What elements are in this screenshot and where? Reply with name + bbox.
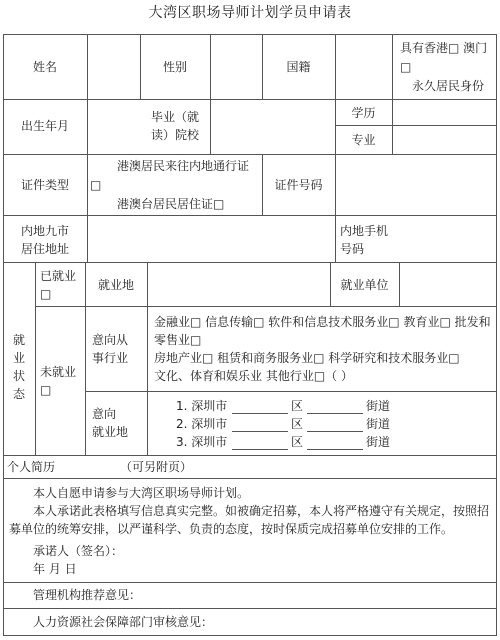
intended-place-label-line1: 意向 (92, 407, 117, 421)
nationality-label: 国籍 (286, 60, 311, 74)
intended-place-street: 街道 (366, 399, 391, 413)
row-divider (335, 125, 497, 126)
employed-label: 已就业 (40, 269, 77, 283)
intended-place-street: 街道 (366, 417, 391, 431)
hr-opinion-label: 人力资源社会保障部门审核意见： (33, 615, 214, 629)
education-label: 学历 (351, 106, 376, 120)
major-label: 专业 (351, 133, 376, 147)
employment-status-char: 业 (12, 351, 25, 365)
row-divider (3, 99, 497, 100)
row-divider (3, 262, 497, 263)
name-label: 姓名 (32, 60, 57, 74)
col-divider (35, 262, 36, 455)
intended-place-prefix: 2. 深圳市 (176, 417, 228, 431)
residence-hk-macau-label: 具有香港□ 澳门 (400, 41, 488, 55)
fill-blank-line[interactable] (232, 413, 288, 414)
col-divider (399, 262, 400, 306)
mainland-phone-line2: 号码 (340, 242, 365, 256)
unemployed-label: 未就业 (40, 365, 77, 379)
row-divider (3, 582, 497, 583)
unemployed-checkbox[interactable]: □ (40, 383, 52, 397)
residence-checkbox[interactable]: □ (400, 60, 412, 74)
declaration-line2: 本人承诺此表格填写信息真实完整。如被确定招募，本人将严格遵守有关规定，按照招募单位的统筹安排，以严谨科学、负责的态度，按时保质完成招募单位安排的工作。 (9, 504, 490, 536)
fill-blank-line[interactable] (232, 431, 288, 432)
school-label-line2: 读）院校 (150, 128, 199, 142)
row-divider (3, 608, 497, 609)
industry-label-line1: 意向从 (92, 333, 129, 347)
row-divider (3, 215, 497, 216)
residence-permanent-label: 永久居民身份 (412, 79, 485, 93)
industry-label-line2: 事行业 (92, 351, 129, 365)
birth-date-label: 出生年月 (20, 119, 69, 133)
resume-label: 个人简历 (7, 460, 56, 474)
employment-status-char: 态 (12, 387, 25, 401)
col-divider (210, 34, 211, 154)
id-number-label: 证件号码 (274, 178, 323, 192)
col-divider (87, 34, 88, 154)
intended-place-prefix: 1. 深圳市 (176, 399, 228, 413)
resume-note: （可另附页） (120, 460, 193, 474)
intended-place-street: 街道 (366, 435, 391, 449)
employment-status-char: 状 (12, 369, 25, 383)
row-divider (3, 455, 497, 456)
gender-label: 性别 (162, 60, 187, 74)
industry-options-line[interactable]: 零售业□ (154, 333, 202, 347)
col-divider (147, 262, 148, 455)
id-option-residence-permit[interactable]: 港澳台居民居住证□ (117, 197, 225, 211)
industry-options-line[interactable]: 房地产业□ 租赁和商务服务业□ 科学研究和技术服务业□ (154, 351, 460, 365)
intended-place-label-line2: 就业地 (92, 425, 129, 439)
mainland-address-line1: 内地九市 (20, 224, 69, 238)
employment-status-char: 就 (12, 333, 25, 347)
col-divider (392, 99, 393, 154)
mainland-phone-line1: 内地手机 (340, 224, 389, 238)
intended-place-prefix: 3. 深圳市 (176, 435, 228, 449)
intended-place-district: 区 (291, 399, 304, 413)
fill-blank-line[interactable] (232, 449, 288, 450)
work-place-label: 就业地 (97, 278, 134, 292)
fill-blank-line[interactable] (307, 431, 363, 432)
intended-place-district: 区 (291, 417, 304, 431)
id-option-hk-macau-permit[interactable]: 港澳居民来往内地通行证 (117, 159, 250, 173)
col-divider (87, 215, 88, 262)
signer-label: 承诺人（签名）： (33, 544, 124, 558)
col-divider (392, 34, 393, 99)
agency-opinion-label: 管理机构推荐意见： (33, 588, 142, 602)
id-type-label: 证件类型 (20, 178, 69, 192)
fill-blank-line[interactable] (307, 413, 363, 414)
row-divider (35, 306, 497, 307)
id-option-1-checkbox[interactable]: □ (90, 178, 102, 192)
employer-label: 就业单位 (340, 278, 389, 292)
mainland-address-line2: 居住地址 (20, 242, 69, 256)
fill-blank-line[interactable] (307, 449, 363, 450)
industry-options-line[interactable]: 金融业□ 信息传输□ 软件和信息技术服务业□ 教育业□ 批发和 (154, 315, 491, 329)
date-label: 年 月 日 (33, 562, 77, 576)
col-divider (87, 154, 88, 215)
school-label-line1: 毕业（就 (150, 110, 199, 124)
row-divider (3, 478, 497, 479)
intended-place-district: 区 (291, 435, 304, 449)
industry-options-line[interactable]: 文化、体育和娱乐业 其他行业□（ ） (154, 369, 353, 383)
row-divider (3, 154, 497, 155)
declaration-line1: 本人自愿申请参与大湾区职场导师计划。 (33, 486, 250, 500)
employed-checkbox[interactable]: □ (40, 287, 52, 301)
form-title: 大湾区职场导师计划学员申请表 (148, 5, 352, 21)
